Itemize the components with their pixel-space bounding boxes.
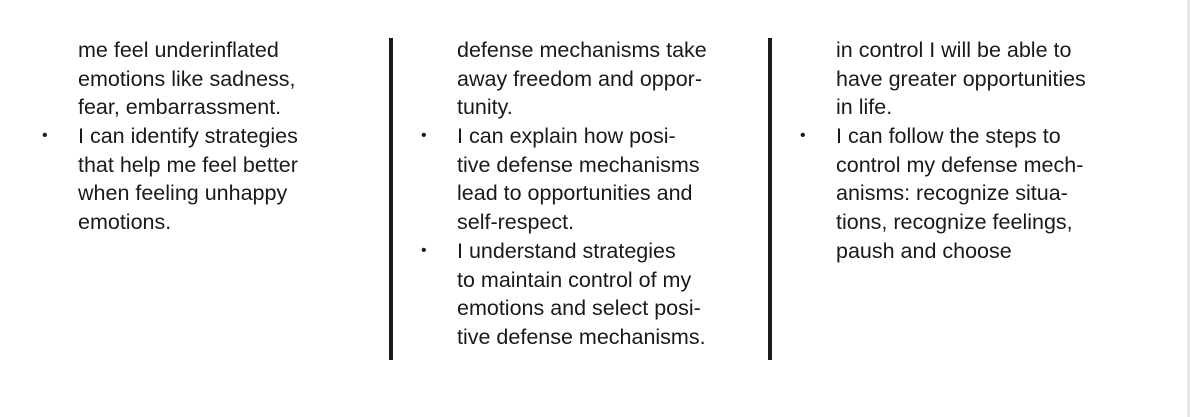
text-line: tive defense mechanisms [457, 152, 700, 177]
text-line: away freedom and oppor- [457, 66, 703, 91]
bullet-icon: • [42, 127, 48, 145]
column-1 [42, 36, 298, 237]
text-line: emotions. [78, 210, 172, 235]
text-line: in life. [836, 95, 893, 120]
text-line: me feel underinflated [78, 38, 279, 62]
text-line: that help me feel better [78, 152, 298, 177]
bullet-icon: • [800, 127, 806, 145]
text-line: emotions like sadness, [78, 66, 296, 91]
text-line: tunity. [457, 95, 513, 120]
text-line: I can explain how posi- [457, 124, 676, 149]
text-line: tive defense mechanisms. [457, 324, 706, 349]
text-line: emotions and select posi- [457, 296, 701, 321]
bullet-item [421, 122, 707, 237]
text-line: in control I will be able to [836, 38, 1072, 62]
column-3 [800, 36, 1086, 266]
text-line: I can follow the steps to [836, 124, 1061, 149]
text-line: to maintain control of my [457, 267, 692, 292]
text-line: have greater opportunities [836, 66, 1086, 91]
text-line: defense mechanisms take [457, 38, 707, 62]
text-line: tions, recognize feelings, [836, 210, 1073, 235]
column-divider [768, 38, 772, 360]
text-line: I understand strategies [457, 238, 676, 263]
column-2 [421, 36, 707, 352]
bullet-item [42, 122, 298, 237]
text-line: self-respect. [457, 210, 575, 235]
bullet-item [421, 237, 707, 352]
text-line: anisms: recognize situa- [836, 181, 1068, 206]
text-line: when feeling unhappy [78, 181, 288, 206]
bullet-icon: • [421, 241, 427, 259]
bullet-icon: • [421, 127, 427, 145]
bullet-item [800, 122, 1086, 265]
text-line: I can identify strategies [78, 124, 298, 149]
text-line: fear, embarrassment. [78, 95, 282, 120]
text-line: paush and choose [836, 238, 1012, 263]
text-line: lead to opportunities and [457, 181, 693, 206]
column-divider [389, 38, 393, 360]
text-line: control my defense mech- [836, 152, 1084, 177]
